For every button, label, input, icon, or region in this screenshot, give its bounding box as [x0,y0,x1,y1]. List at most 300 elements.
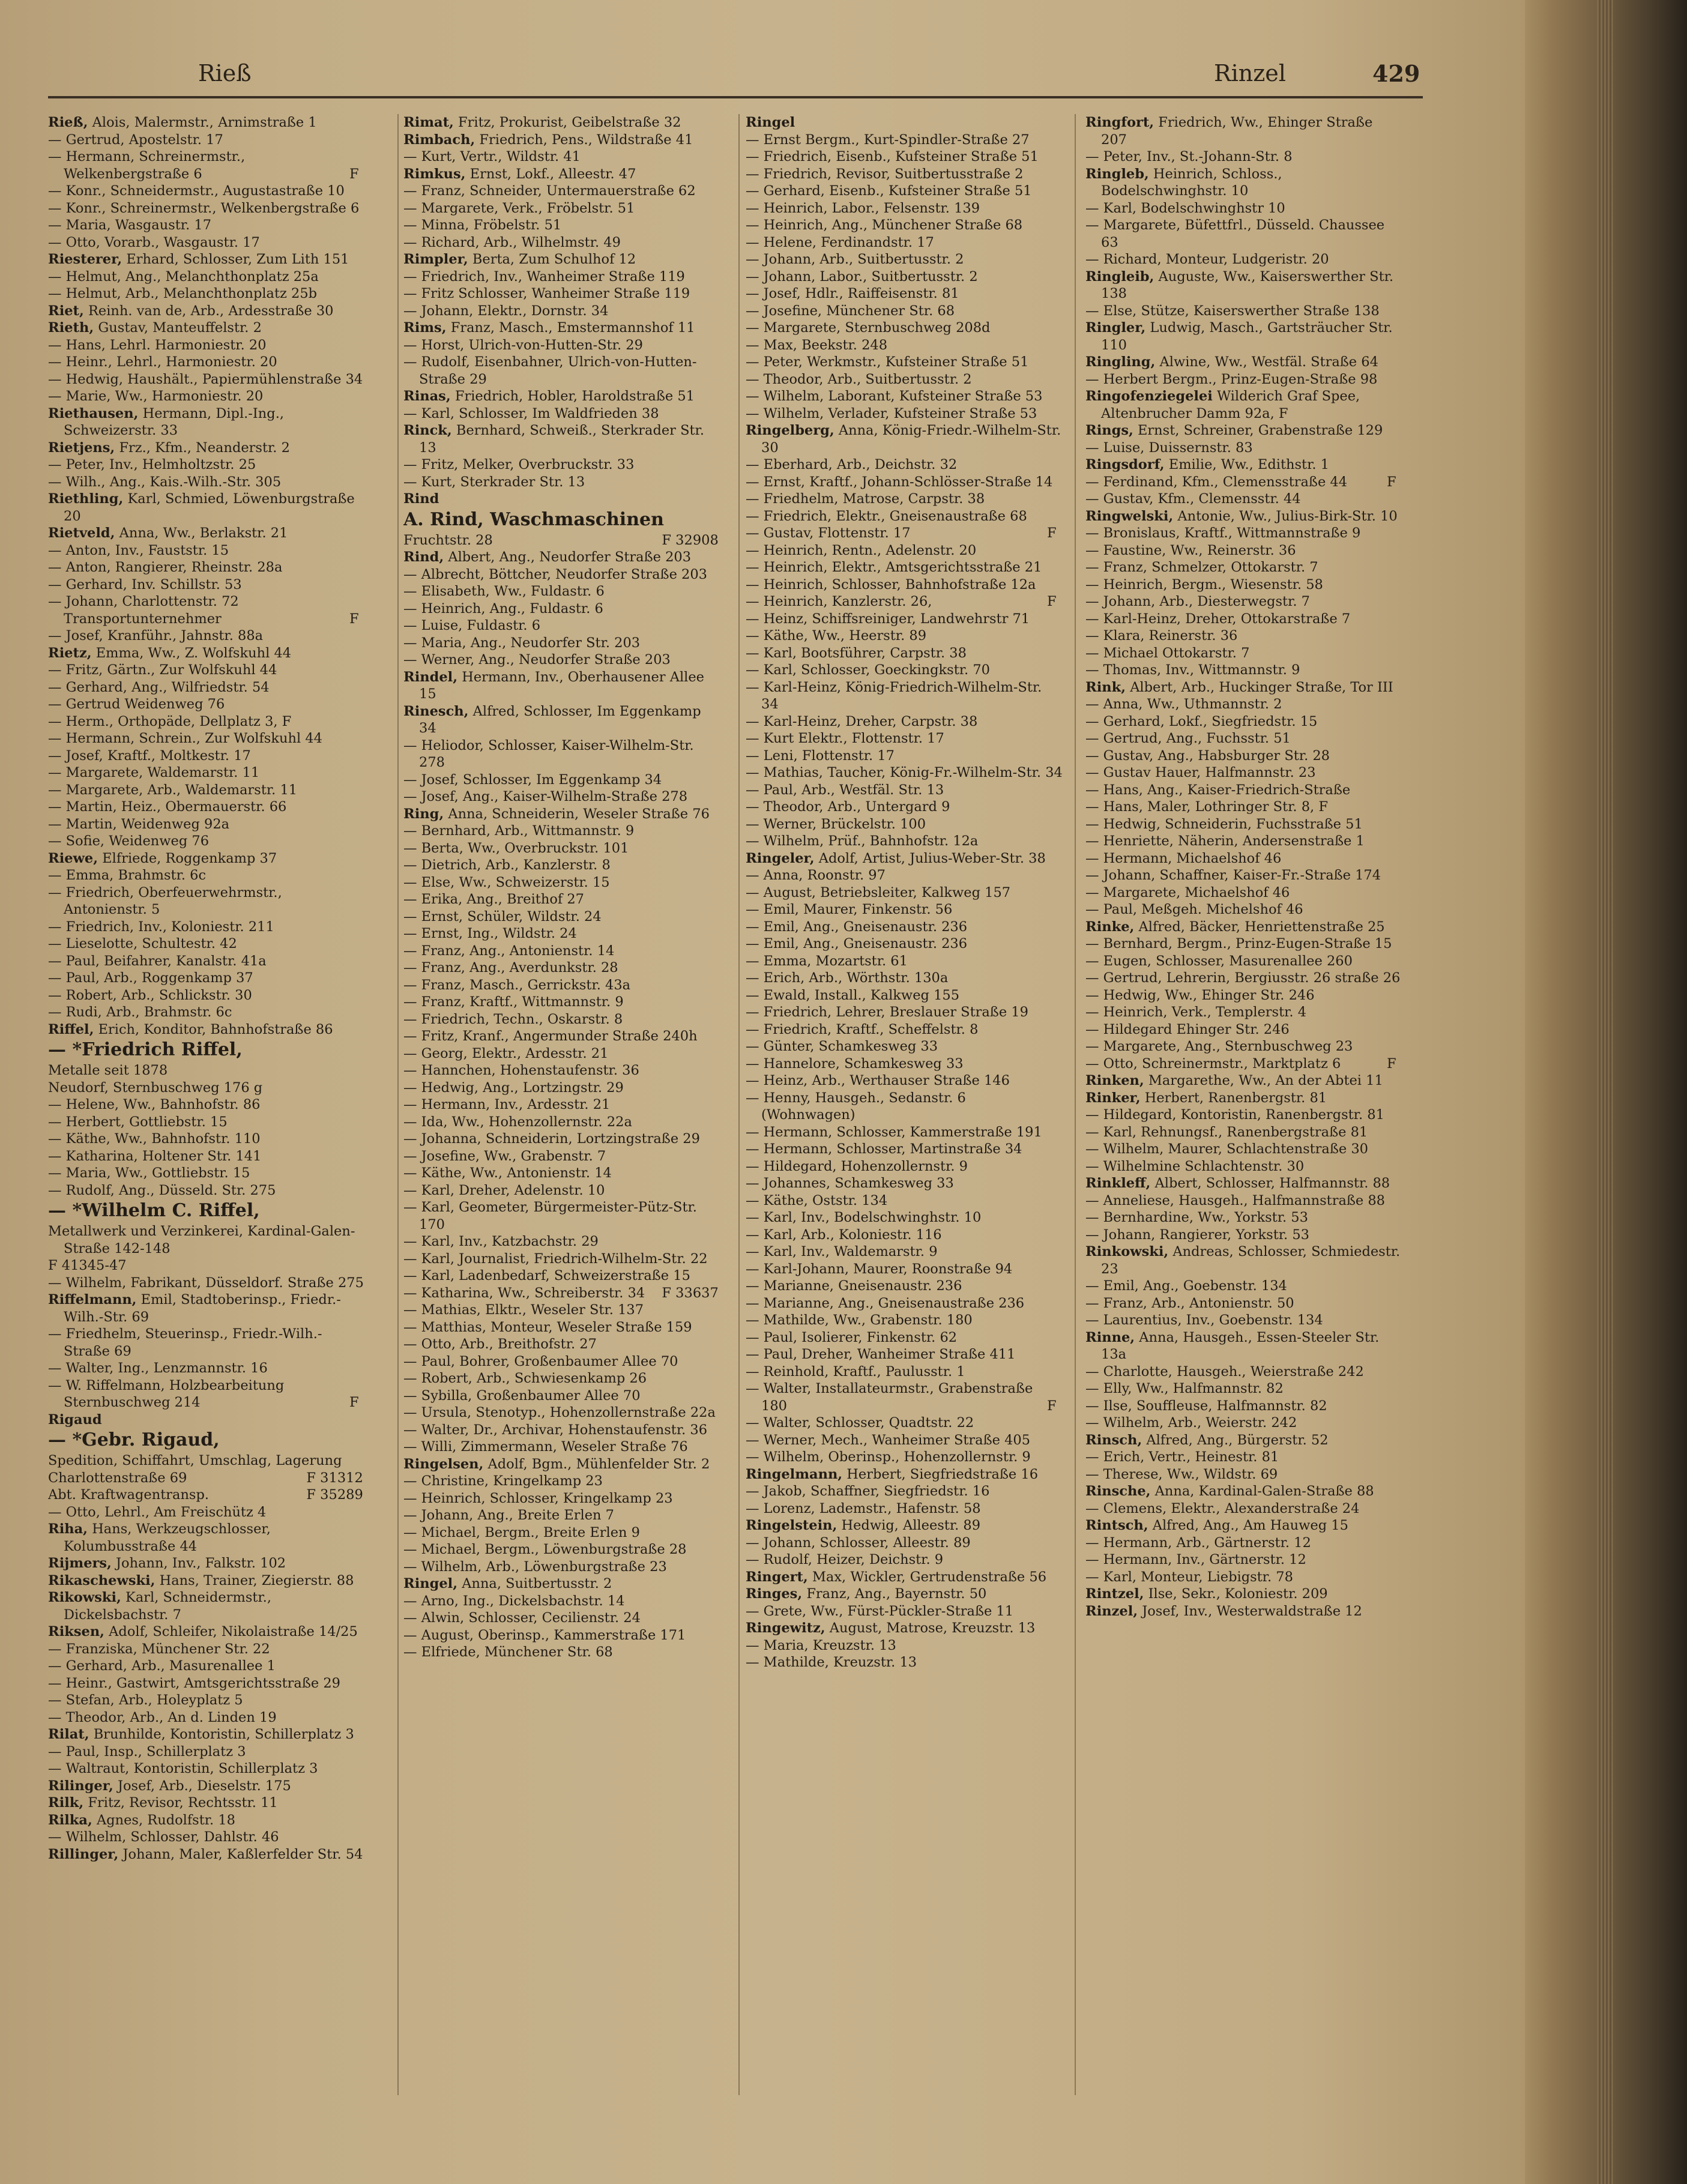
directory-entry [746,1209,1063,1226]
directory-entry [746,1534,1063,1552]
directory-entry [746,508,1063,525]
directory-entry [746,1432,1063,1449]
directory-entry [746,1551,1063,1569]
entry-surname: Riha, [48,1521,88,1537]
directory-entry [48,816,365,833]
directory-entry [1085,388,1402,422]
entry-text: — Stefan, Arb., Holeyplatz 5 [48,1692,243,1708]
directory-entry [746,970,1063,987]
entry-text: — Otto, Lehrl., Am Freischütz 4 [48,1504,267,1520]
directory-entry [1085,782,1402,799]
directory-entry [1085,798,1402,816]
entry-text: — Marianne, Ang., Gneisenaustraße 236 [746,1295,1025,1311]
directory-entry [1085,679,1402,696]
directory-entry [1085,1569,1402,1586]
entry-surname: Ringleib, [1085,268,1154,285]
directory-entry [1085,662,1402,679]
entry-text: — Kurt, Sterkrader Str. 13 [403,474,585,490]
entry-text: Franz, Ang., Bayernstr. 50 [806,1586,987,1602]
entry-text: — Karl-Heinz, Dreher, Ottokarstraße 7 [1085,611,1351,627]
entry-text: — Friedhelm, Matrose, Carpstr. 38 [746,491,985,507]
directory-entry [403,617,720,635]
directory-entry [48,782,365,799]
directory-entry [746,919,1063,936]
directory-entry [746,987,1063,1004]
directory-entry [48,303,365,320]
entry-text: Friedrich, Hobler, Haroldstraße 51 [454,388,695,404]
directory-entry [403,840,720,857]
directory-entry [48,1658,365,1675]
directory-entry [48,1165,365,1182]
entry-surname: Riethling, [48,491,124,507]
entry-text: Josef, Arb., Dieselstr. 175 [117,1778,291,1794]
entry-text: — Thomas, Inv., Wittmannstr. 9 [1085,662,1300,678]
entry-surname: Riffelmann, [48,1292,137,1308]
entry-text: — Anna, Ww., Uthmannstr. 2 [1085,696,1282,712]
entry-text: Hedwig, Alleestr. 89 [841,1518,981,1533]
entry-surname: Rims, [403,320,447,336]
directory-entry [403,319,720,337]
entry-surname: Rinkowski, [1085,1244,1169,1259]
header-rule [48,96,1423,98]
directory-entry [403,1148,720,1165]
directory-entry [746,474,1063,491]
directory-entry [48,542,365,560]
entry-surname: Rinke, [1085,919,1135,935]
entry-text: — Else, Stütze, Kaiserswerther Straße 138 [1085,303,1380,319]
entry-text: — Karl, Journalist, Friedrich-Wilhelm-Str. 22 [403,1250,708,1267]
directory-entry [48,850,365,867]
entry-text: — Hermann, Inv., Gärtnerstr. 12 [1085,1552,1306,1567]
directory-entry: — Walter, Installateurmstr., Grabenstraße 180 F [746,1381,1057,1414]
directory-entry [403,600,720,618]
directory-entry: — Johann, Charlottenstr. 72 Transportunternehmer F [48,594,359,627]
directory-entry [746,388,1063,405]
directory-entry [746,1603,1063,1620]
directory-entry [403,1045,720,1063]
entry-surname: Rijmers, [48,1555,112,1571]
directory-entry [48,251,365,268]
entry-text: — Eberhard, Arb., Deichstr. 32 [746,457,958,472]
entry-text: — Heinrich, Ang., Münchener Straße 68 [746,217,1023,233]
directory-entry [1085,627,1402,645]
entry-text: — Emil, Maurer, Finkenstr. 56 [746,902,953,917]
directory-entry [746,1261,1063,1278]
directory-entry [48,1275,365,1292]
directory-entry [403,303,720,320]
directory-entry [48,337,365,354]
directory-entry [1085,1004,1402,1021]
entry-text: — Ernst, Kraftf., Johann-Schlösser-Straße 14 [746,474,1053,490]
directory-entry [48,1726,365,1743]
directory-entry [403,1028,720,1045]
directory-entry [48,1470,365,1487]
directory-entry [403,908,720,926]
entry-text: — Gertrud, Apostelstr. 17 [48,131,223,148]
directory-entry [1085,764,1402,782]
directory-entry [746,1620,1063,1637]
entry-text: — Gertrud, Ang., Fuchsstr. 51 [1085,731,1291,746]
directory-entry [746,1004,1063,1021]
entry-text: Charlottenstraße 69 [48,1470,187,1486]
directory-entry [1085,867,1402,884]
entry-text: — Katharina, Ww., Schreiberstr. 34 [403,1285,645,1301]
entry-text: — Clemens, Elektr., Alexanderstraße 24 [1085,1500,1360,1516]
directory-entry [403,1182,720,1199]
directory-entry [746,1414,1063,1432]
directory-entry [48,1223,365,1257]
directory-entry [48,1114,365,1131]
entry-text: — Kurt Elektr., Flottenstr. 17 [746,731,944,746]
entry-text: — Georg, Elektr., Ardesstr. 21 [403,1045,609,1061]
directory-entry [48,1326,365,1360]
directory-entry [746,319,1063,337]
column-3 [746,114,1063,2155]
entry-text: Alfred, Ang., Am Hauweg 15 [1152,1518,1348,1533]
entry-text: — Martin, Weidenweg 92a [48,816,230,832]
entry-text: — Hermann, Schreinermstr., Welkenbergstraße 6 [48,149,246,182]
directory-entry [48,1760,365,1778]
directory-entry [1085,919,1402,936]
entry-text: — Heinr., Gastwirt, Amtsgerichtsstraße 29 [48,1675,340,1691]
entry-text: — Maria, Ang., Neudorfer Str. 203 [403,635,641,651]
entry-text: — Franz, Masch., Gerrickstr. 43a [403,977,631,993]
entry-surname: Ringelsen, [403,1456,484,1472]
directory-entry [1085,1483,1402,1500]
directory-entry: — Hermann, Schreinermstr., Welkenbergstraße 6 F [48,149,359,182]
entry-surname: Rinkleff, [1085,1175,1151,1191]
entry-text: — Margarete, Ang., Sternbuschweg 23 [1085,1039,1353,1054]
directory-entry [746,1449,1063,1466]
directory-entry [1085,576,1402,594]
entry-surname: Rinck, [403,423,452,438]
entry-text: — Luise, Fuldastr. 6 [403,618,541,633]
display-advertisement-name: — *Friedrich Riffel, [48,1039,243,1060]
directory-entry [403,1524,720,1542]
display-advertisement-name: A. Rind, Waschmaschinen [403,508,664,530]
directory-entry [403,1593,720,1610]
directory-entry [746,1090,1063,1124]
entry-text: — Maria, Ww., Gottliebstr. 15 [48,1165,250,1181]
entry-surname: Ringleb, [1085,166,1149,182]
directory-entry [1085,1158,1402,1175]
directory-entry [48,627,365,645]
directory-entry [746,782,1063,799]
entry-text: — Ida, Ww., Hohenzollernstr. 22a [403,1114,632,1130]
entry-text: — Wilhelm, Verlader, Kufsteiner Straße 53 [746,405,1037,421]
entry-text: — Helene, Ww., Bahnhofstr. 86 [48,1097,261,1112]
entry-text: — Karl, Ladenbedarf, Schweizerstraße 15 [403,1268,690,1284]
entry-text: — Paul, Bohrer, Großenbaumer Allee 70 [403,1353,678,1369]
entry-text: — Johann, Schaffner, Kaiser-Fr.-Straße 174 [1085,867,1381,883]
directory-entry [403,354,720,388]
directory-entry [746,1192,1063,1210]
entry-text: — Christine, Kringelkamp 23 [403,1473,603,1489]
entry-text: Emma, Ww., Z. Wolfskuhl 44 [95,645,292,661]
entry-text: August, Matrose, Kreuzstr. 13 [829,1620,1036,1636]
directory-entry [403,925,720,943]
entry-text: — Konr., Schreinermstr., Welkenbergstraße 6 [48,200,360,216]
entry-text: Ludwig, Masch., Gartsträucher Str. 110 [1101,320,1393,353]
directory-entry [403,508,720,532]
entry-text: Erhard, Schlosser, Zum Lith 151 [126,252,349,267]
entry-text: — Heinr., Lehrl., Harmoniestr. 20 [48,354,277,370]
directory-entry [48,730,365,747]
entry-text: — Helmut, Ang., Melanchthonplatz 25a [48,268,319,285]
entry-text: Metalle seit 1878 [48,1063,168,1078]
directory-entry [746,816,1063,833]
entry-text: — Klara, Reinerstr. 36 [1085,628,1238,644]
page-header [0,54,1471,102]
directory-entry [1085,987,1402,1004]
entry-text: — Wilhelm, Fabrikant, Düsseldorf. Straße 275 [48,1275,364,1291]
directory-entry [1085,508,1402,525]
entry-text: Alois, Malermstr., Arnimstraße 1 [92,115,317,130]
directory-entry [48,919,365,936]
entry-text: Ernst, Lokf., Alleestr. 47 [469,166,636,182]
directory-entry [1085,319,1402,354]
directory-entry [48,217,365,234]
entry-text: — Herm., Orthopäde, Dellplatz 3, F [48,713,292,729]
entry-text: — Johanna, Schneiderin, Lortzingstraße 29 [403,1131,700,1147]
directory-entry [1085,1295,1402,1312]
directory-entry [746,166,1063,183]
entry-surname: Rieth, [48,320,94,336]
entry-text: — Grete, Ww., Fürst-Pückler-Straße 11 [746,1603,1014,1619]
directory-entry [746,576,1063,594]
entry-text: — Faustine, Ww., Reinerstr. 36 [1085,542,1296,558]
entry-text: Franz, Masch., Emstermannshof 11 [450,320,695,336]
entry-text: — Fritz, Gärtn., Zur Wolfskuhl 44 [48,662,277,678]
entry-text: — Heinrich, Ang., Fuldastr. 6 [403,600,603,617]
entry-text: Metallwerk und Verzinkerei, Kardinal-Galen-Straße 142-148 [48,1223,355,1256]
entry-text: Hermann, Inv., Oberhausener Allee 15 [419,669,704,702]
entry-text: — Heinrich, Bergm., Wiesenstr. 58 [1085,576,1323,593]
directory-entry [1085,542,1402,560]
entry-surname: Rings, [1085,423,1133,438]
entry-text: — Herbert, Gottliebstr. 15 [48,1114,228,1130]
directory-entry [746,1055,1063,1073]
directory-entry [48,405,365,439]
display-advertisement-name: — *Gebr. Rigaud, [48,1429,220,1450]
entry-text: — Jakob, Schaffner, Siegfriedstr. 16 [746,1483,990,1499]
entry-surname: Rink, [1085,679,1126,695]
directory-entry [403,1627,720,1644]
entry-text: — Fritz, Melker, Overbruckstr. 33 [403,457,635,472]
directory-entry [403,1130,720,1148]
directory-entry [48,1079,365,1097]
directory-entry [48,1829,365,1846]
header-right-keyword: Rinzel [1214,60,1286,86]
directory-entry [746,251,1063,268]
directory-entry [48,1096,365,1114]
directory-entry [1085,1021,1402,1039]
entry-text: — Lorenz, Lademstr., Hafenstr. 58 [746,1500,981,1516]
directory-entry [746,798,1063,816]
directory-entry [48,234,365,252]
entry-text: Gustav, Manteuffelstr. 2 [98,320,262,336]
directory-entry [403,1199,720,1233]
entry-surname: Rilka, [48,1812,92,1828]
entry-text: — Friedrich, Kraftf., Scheffelstr. 8 [746,1021,979,1037]
directory-entry [403,1438,720,1456]
directory-entry [403,217,720,234]
entry-text: — Karl, Bootsführer, Carpstr. 38 [746,645,967,661]
column-1 [48,114,365,2155]
phone-marker: F 32908 [662,532,719,548]
entry-surname: Ringert, [746,1569,808,1585]
directory-entry [48,559,365,576]
entry-text: — Gustav, Flottenstr. 17 [746,525,911,541]
directory-entry [746,200,1063,217]
entry-text: — Johann, Elektr., Dornstr. 34 [403,303,609,319]
directory-entry [403,566,720,584]
directory-entry [403,1250,720,1268]
directory-entry [1085,1175,1402,1192]
entry-text: — Walter, Installateurmstr., Grabenstraße 180 [746,1381,1033,1414]
directory-entry [48,490,365,525]
directory-entry [1085,1534,1402,1552]
directory-entry [746,1158,1063,1175]
directory-entry [1085,559,1402,576]
entry-surname: Ringel, [403,1576,458,1591]
entry-text: — Friedrich, Lehrer, Breslauer Straße 19 [746,1004,1028,1020]
entry-text: — Hans, Ang., Kaiser-Friedrich-Straße [1085,782,1351,798]
directory-entry [48,1130,365,1148]
entry-text: — Johannes, Schamkesweg 33 [746,1175,954,1191]
directory-entry [403,1096,720,1114]
entry-text: — Josef, Hdlr., Raiffeisenstr. 81 [746,286,959,301]
entry-surname: Riewe, [48,850,98,866]
entry-text: Herbert, Ranenbergstr. 81 [1144,1090,1327,1106]
directory-entry [403,1609,720,1627]
directory-entry [48,114,365,131]
directory-entry [403,1079,720,1097]
entry-text: — Werner, Mech., Wanheimer Straße 405 [746,1432,1031,1448]
directory-entry [746,1500,1063,1518]
directory-entry [746,371,1063,388]
entry-surname: Rinesch, [403,703,469,719]
directory-entry [746,456,1063,474]
entry-text: — Wilhelm, Maurer, Schlachtenstraße 30 [1085,1141,1368,1157]
entry-text: — Michael Ottokarstr. 7 [1085,645,1250,661]
directory-entry [48,953,365,970]
entry-surname: Rikaschewski, [48,1572,155,1588]
entry-text: — Charlotte, Hausgeh., Weierstraße 242 [1085,1363,1364,1380]
entry-text: — Gerhard, Arb., Masurenallee 1 [48,1658,276,1674]
entry-text: — Emma, Mozartstr. 61 [746,953,908,969]
directory-entry [746,217,1063,234]
entry-surname: Rinken, [1085,1073,1144,1088]
entry-text: — Paul, Insp., Schillerplatz 3 [48,1743,246,1760]
directory-entry [1085,1380,1402,1398]
directory-entry [403,977,720,994]
directory-entry [1085,200,1402,217]
entry-text: Abt. Kraftwagentransp. [48,1487,210,1503]
entry-text: — Friedrich, Revisor, Suitbertusstraße 2 [746,166,1024,182]
entry-surname: Rinsche, [1085,1483,1151,1499]
directory-entry [746,1312,1063,1329]
entry-text: — Eugen, Schlosser, Masurenallee 260 [1085,953,1353,969]
directory-entry [48,1021,365,1039]
entry-text: — Johann, Labor., Suitbertusstr. 2 [746,268,978,285]
entry-text: — Hildegard, Kontoristin, Ranenbergstr. 81 [1085,1107,1384,1123]
entry-text: — Josefine, Ww., Grabenstr. 7 [403,1148,606,1164]
directory-entry [1085,730,1402,747]
directory-entry [48,576,365,594]
directory-entry [48,867,365,884]
entry-text: — Karl, Rehnungsf., Ranenbergstraße 81 [1085,1124,1368,1140]
entry-text: — Emil, Ang., Gneisenaustr. 236 [746,919,968,935]
directory-entry [48,525,365,542]
entry-text: Anna, Kardinal-Galen-Straße 88 [1154,1483,1374,1499]
entry-text: Albert, Ang., Neudorfer Straße 203 [448,549,692,565]
phone-marker: F 33637 [662,1285,719,1301]
directory-entry [746,1021,1063,1039]
entry-text: — Wilhelm, Arb., Löwenburgstraße 23 [403,1558,667,1575]
directory-entry [48,1743,365,1761]
directory-entry [403,1336,720,1353]
directory-entry [48,884,365,919]
entry-text: Alfred, Bäcker, Henriettenstraße 25 [1138,919,1385,935]
directory-entry [48,1794,365,1812]
directory-entry [403,1507,720,1524]
directory-entry [403,474,720,491]
entry-text: — Heinrich, Labor., Felsenstr. 139 [746,200,980,216]
directory-entry [48,1428,365,1452]
entry-text: — Karl, Schlosser, Goeckingkstr. 70 [746,662,990,678]
directory-entry [746,679,1063,713]
entry-text: Elfriede, Roggenkamp 37 [102,850,277,866]
directory-entry [746,611,1063,628]
directory-entry [746,1243,1063,1261]
directory-entry [746,935,1063,953]
directory-entry: — Otto, Schreinermstr., Marktplatz 6 F [1085,1055,1396,1072]
directory-entry [746,1569,1063,1586]
entry-text: — Karl-Heinz, König-Friedrich-Wilhelm-Str. 34 [746,679,1042,712]
entry-text: — Erich, Arb., Wörthstr. 130a [746,970,949,986]
entry-text: — Elfriede, Münchener Str. 68 [403,1644,613,1660]
entry-text: — Hermann, Schlosser, Kammerstraße 191 [746,1124,1042,1140]
entry-text: — Heinrich, Schlosser, Kringelkamp 23 [403,1490,673,1506]
directory-entry [403,1575,720,1593]
directory-entry [403,490,720,508]
entry-text: — Matthias, Monteur, Weseler Straße 159 [403,1319,692,1335]
entry-text: — Maria, Kreuzstr. 13 [746,1637,896,1653]
entry-surname: Rintsch, [1085,1518,1148,1533]
directory-entry [403,1114,720,1131]
entry-surname: Rinzel, [1085,1603,1138,1619]
entry-text: — Hildegard, Hohenzollernstr. 9 [746,1158,968,1174]
entry-text: — Josef, Kraftf., Moltkestr. 17 [48,747,251,764]
directory-entry [48,131,365,149]
entry-text: — Karl, Inv., Waldemarstr. 9 [746,1244,938,1259]
entry-text: — Max, Beekstr. 248 [746,337,888,353]
entry-text: — Paul, Arb., Westfäl. Str. 13 [746,782,944,798]
directory-entry [48,662,365,679]
directory-entry [1085,935,1402,953]
directory-entry: — W. Riffelmann, Holzbearbeitung Sternbuschweg 214 F [48,1377,359,1410]
entry-text: — Wilh., Ang., Kais.-Wilh.-Str. 305 [48,474,282,490]
directory-entry [403,549,720,566]
directory-entry [1085,1243,1402,1278]
entry-text: — Walter, Schlosser, Quadtstr. 22 [746,1415,974,1431]
entry-text: — Käthe, Ww., Bahnhofstr. 110 [48,1131,261,1147]
directory-entry [403,1062,720,1079]
entry-text: — Josefine, Münchener Str. 68 [746,303,955,319]
directory-entry [48,645,365,662]
directory-entry [403,1353,720,1371]
